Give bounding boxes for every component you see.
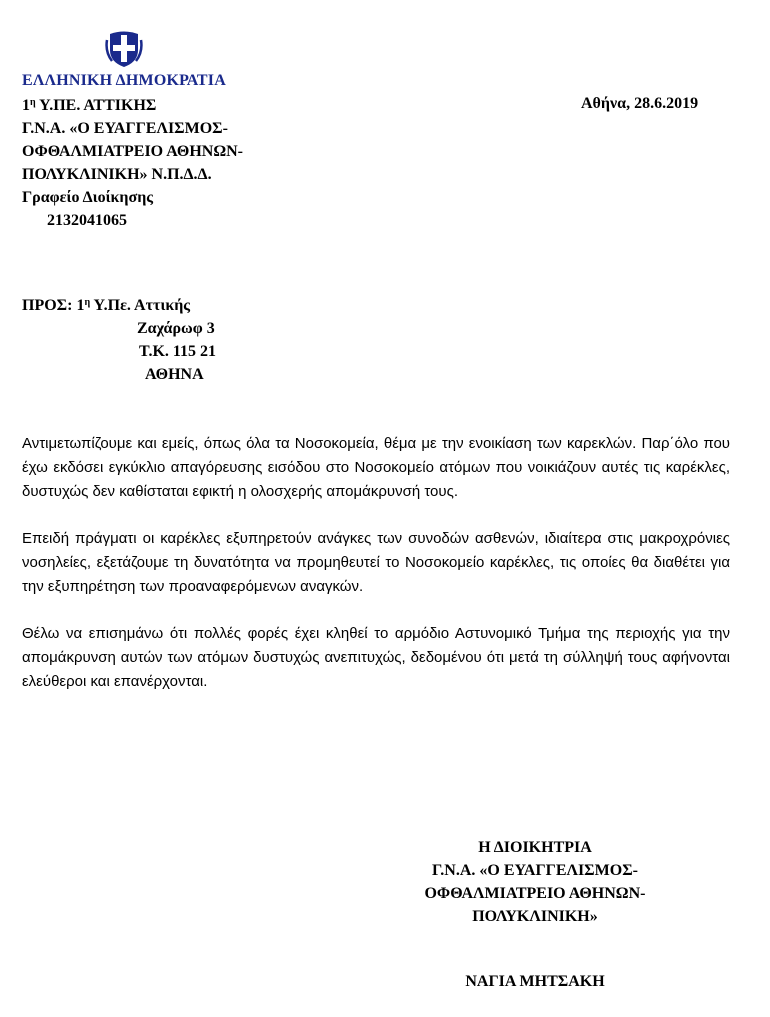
republic-heading: ΕΛΛΗΝΙΚΗ ΔΗΜΟΚΡΑΤΙΑ [22,72,226,89]
org-line: ΠΟΛΥΚΛΙΝΙΚΗ» Ν.Π.Δ.Δ. [22,166,212,183]
phone-number: 2132041065 [47,212,127,229]
signature-org-line: ΟΦΘΑΛΜΙΑΤΡΕΙΟ ΑΘΗΝΩΝ- [424,885,646,902]
recipient-line: ΠΡΟΣ: $1^\eta$ Υ.Πε. Αττικής [22,297,191,314]
org-line: Γ.Ν.Α. «Ο ΕΥΑΓΓΕΛΙΣΜΟΣ- [22,120,228,137]
greek-coat-of-arms-icon [104,28,144,68]
sender-block [22,94,243,232]
letter-date: Αθήνα, 28.6.2019 [581,95,699,112]
org-line: ΟΦΘΑΛΜΙΑΤΡΕΙΟ ΑΘΗΝΩΝ- [22,143,244,160]
region-line: $1^\eta$ Υ.ΠΕ. ΑΤΤΙΚΗΣ [22,97,157,114]
body-paragraph: Θέλω να επισημάνω ότι πολλές φορές έχει κληθεί το αρμόδιο Αστυνομικό Τμήμα της περιοχής για την απομάκρυνση αυτών των ατόμων δυστυχώς ανεπιτυχώς, δεδομένου ότι μετά τη σύλληψή τους αφήνονται ελεύθεροι και επανέρχονται. [22,625,730,690]
signatory-name: ΝΑΓΙΑ ΜΗΤΣΑΚΗ [465,973,605,990]
body-paragraph: Αντιμετωπίζουμε και εμείς, όπως όλα τα Νοσοκομεία, θέμα με την ενοικίαση των καρεκλών. Παρ΄όλο που έχω εκδόσει εγκύκλιο απαγόρευσης εισόδου στο Νοσοκομείο ατόμων που νοικιάζουν αυτές τις καρέκλες, δυστυχώς δεν καθίσταται εφικτή η ολοσχερής απομάκρυνσή τους. [22,435,730,500]
signature-title: Η ΔΙΟΙΚΗΤΡΙΑ [478,839,592,856]
signature-block [390,836,680,993]
signature-org-line: Γ.Ν.Α. «Ο ΕΥΑΓΓΕΛΙΣΜΟΣ- [432,862,638,879]
recipient-street: Ζαχάρωφ 3 [137,320,215,337]
recipient-block [22,294,216,386]
body-paragraph: Επειδή πράγματι οι καρέκλες εξυπηρετούν ανάγκες των συνοδών ασθενών, ιδιαίτερα στις μακροχρόνιες νοσηλείες, εξετάζουμε τη δυνατότητα να προμηθευτεί το Νοσοκομείο καρέκλες, τις οποίες θα διαθέτει για την εξυπηρέτηση των προαναφερόμενων αναγκών. [22,530,730,595]
recipient-postal: Τ.Κ. 115 21 [139,343,217,360]
office-line: Γραφείο Διοίκησης [22,189,154,206]
signature-org-line: ΠΟΛΥΚΛΙΝΙΚΗ» [472,908,598,925]
recipient-city: ΑΘΗΝΑ [145,366,204,383]
letter-body [22,432,730,717]
